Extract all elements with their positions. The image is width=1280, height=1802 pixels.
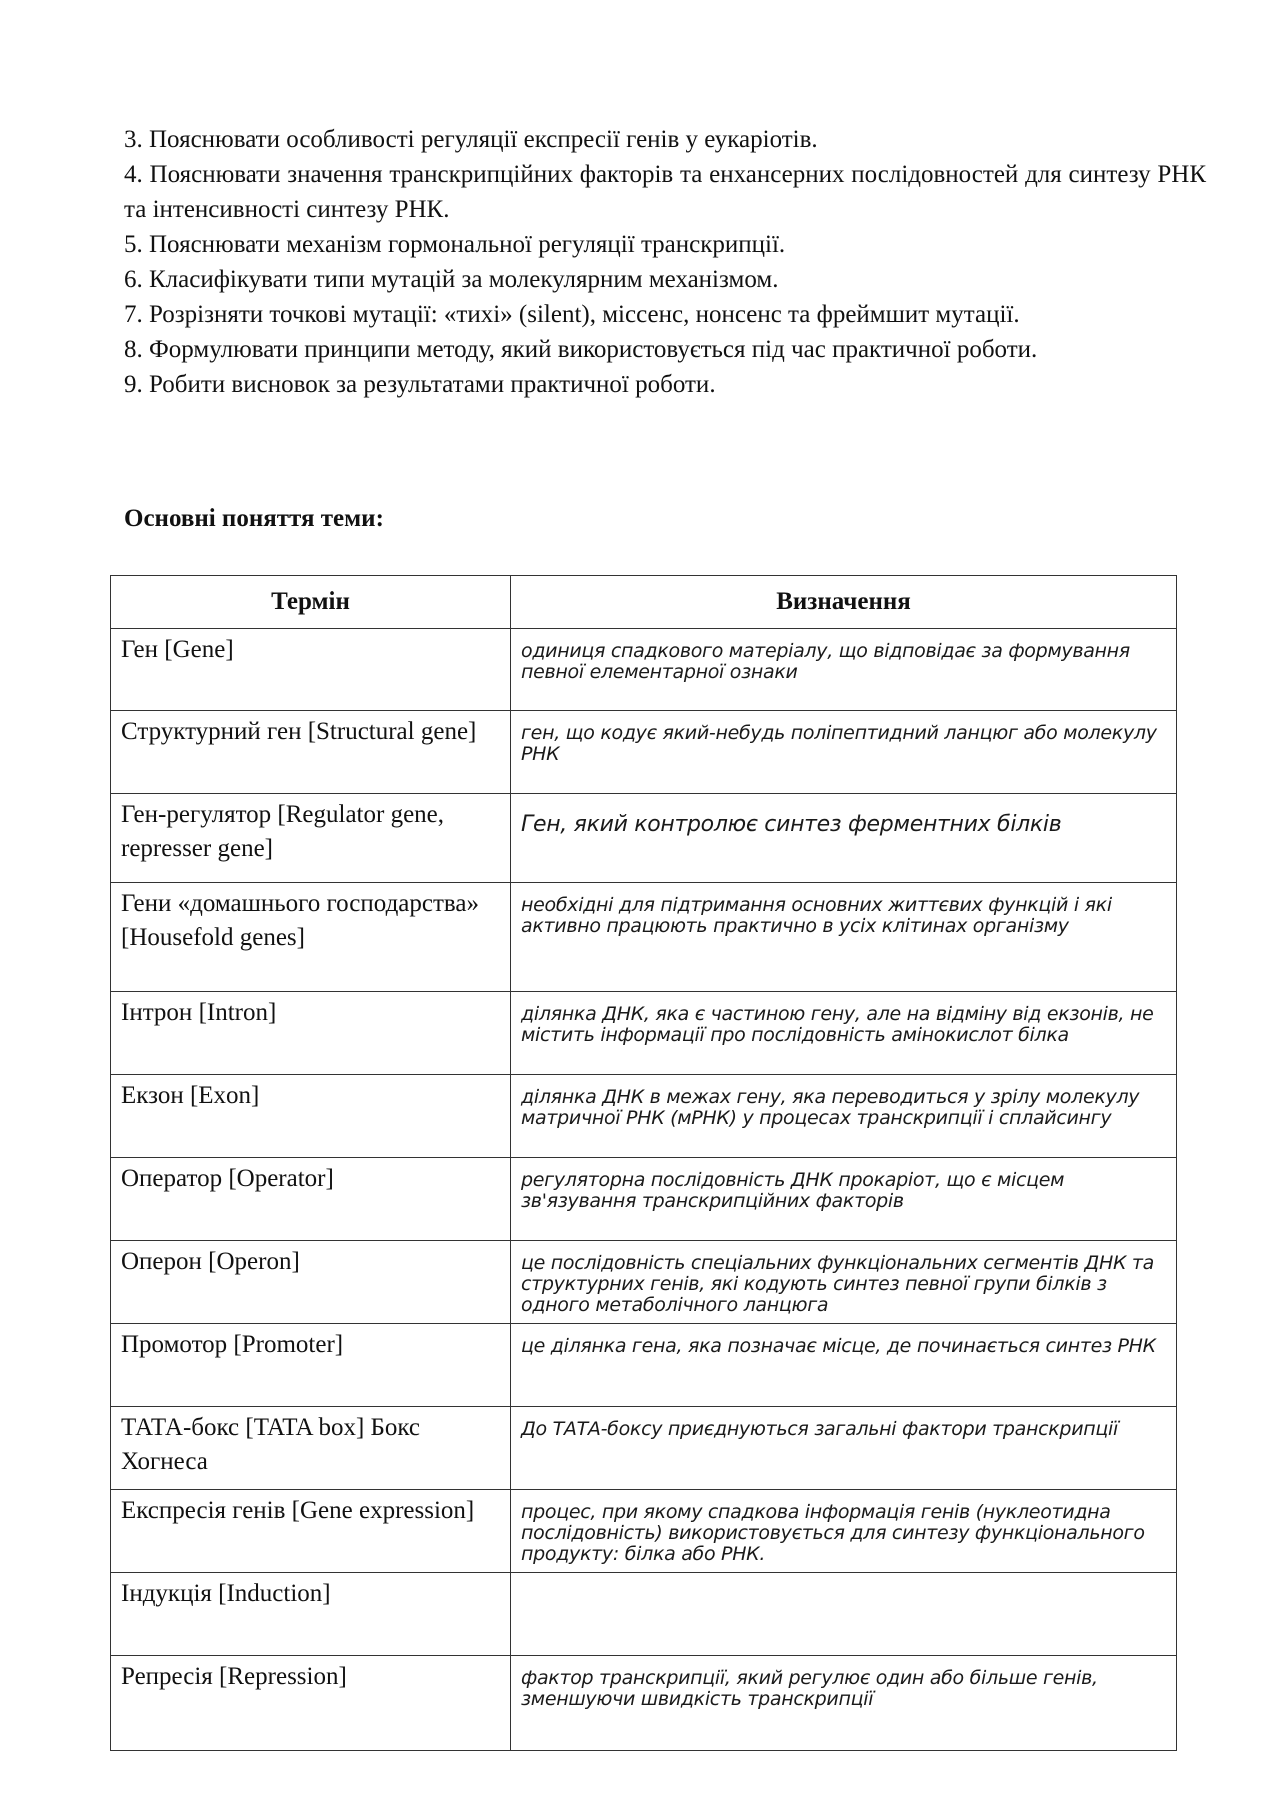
- objective-item: 5. Пояснювати механізм гормональної регуляції транскрипції.: [124, 231, 786, 258]
- header-term: Термін: [111, 576, 511, 629]
- term-cell: Промотор [Promoter]: [111, 1324, 511, 1407]
- term-cell: Оперон [Operon]: [111, 1241, 511, 1324]
- definition-cell: процес, при якому спадкова інформація генів (нуклеотидна послідовність) використовується для синтезу функціонального продукту: білка або РНК.: [511, 1490, 1177, 1573]
- table-row: [111, 794, 1177, 883]
- definition-cell: Ген, який контролює синтез ферментних білків: [511, 794, 1177, 883]
- term-cell: Індукція [Induction]: [111, 1573, 511, 1656]
- table-row: [111, 1241, 1177, 1324]
- section-title: Основні поняття теми:: [124, 505, 384, 532]
- objective-item: 8. Формулювати принципи методу, який використовується під час практичної роботи.: [124, 336, 1038, 363]
- term-cell: Репресія [Repression]: [111, 1656, 511, 1751]
- definition-cell: регуляторна послідовність ДНК прокаріот, що є місцем зв'язування транскрипційних факторів: [511, 1158, 1177, 1241]
- term-cell: Екзон [Exon]: [111, 1075, 511, 1158]
- objective-item: 4. Пояснювати значення транскрипційних факторів та енхансерних послідовностей для синтезу РНК та інтенсивності синтезу РНК.: [124, 161, 1206, 223]
- table-row: [111, 883, 1177, 992]
- table-row: [111, 1573, 1177, 1656]
- term-cell: ТАТА-бокс [TATA box] Бокс Хогнеса: [111, 1407, 511, 1490]
- objectives-list: [124, 122, 1206, 402]
- header-definition: Визначення: [511, 576, 1177, 629]
- definition-cell: До ТАТА-боксу приєднуються загальні фактори транскрипції: [511, 1407, 1177, 1490]
- definition-cell: одиниця спадкового матеріалу, що відповідає за формування певної елементарної ознаки: [511, 629, 1177, 711]
- table-row: [111, 1490, 1177, 1573]
- table-row: [111, 1324, 1177, 1407]
- definition-cell: необхідні для підтримання основних життєвих функцій і які активно працюють практично в усіх клітинах організму: [511, 883, 1177, 992]
- definition-cell: фактор транскрипції, який регулює один або більше генів, зменшуючи швидкість транскрипції: [511, 1656, 1177, 1751]
- table-row: [111, 1656, 1177, 1751]
- term-cell: Експресія генів [Gene expression]: [111, 1490, 511, 1573]
- term-cell: Структурний ген [Structural gene]: [111, 711, 511, 794]
- definition-cell: це ділянка гена, яка позначає місце, де починається синтез РНК: [511, 1324, 1177, 1407]
- objective-item: 6. Класифікувати типи мутацій за молекулярним механізмом.: [124, 266, 779, 293]
- definition-cell: ген, що кодує який-небудь поліпептидний ланцюг або молекулу РНК: [511, 711, 1177, 794]
- table-row: [111, 992, 1177, 1075]
- definition-cell: ділянка ДНК в межах гену, яка переводиться у зрілу молекулу матричної РНК (мРНК) у процесах транскрипції і сплайсингу: [511, 1075, 1177, 1158]
- term-cell: Інтрон [Intron]: [111, 992, 511, 1075]
- term-cell: Ген-регулятор [Regulator gene, represser gene]: [111, 794, 511, 883]
- objective-item: 3. Пояснювати особливості регуляції експресії генів у еукаріотів.: [124, 126, 818, 153]
- table-row: [111, 1407, 1177, 1490]
- table-row: [111, 1158, 1177, 1241]
- objective-item: 9. Робити висновок за результатами практичної роботи.: [124, 371, 716, 398]
- term-cell: Оператор [Operator]: [111, 1158, 511, 1241]
- table-row: [111, 1075, 1177, 1158]
- table-row: [111, 629, 1177, 711]
- definition-cell: це послідовність спеціальних функціональних сегментів ДНК та структурних генів, які кодують синтез певної групи білків з одного метаболічного ланцюга: [511, 1241, 1177, 1324]
- objective-item: 7. Розрізняти точкові мутації: «тихі» (silent), міссенс, нонсенс та фреймшит мутації.: [124, 301, 1020, 328]
- table-header-row: [111, 576, 1177, 629]
- definition-cell: [511, 1573, 1177, 1656]
- definition-cell: ділянка ДНК, яка є частиною гену, але на відміну від екзонів, не містить інформації про послідовність амінокислот білка: [511, 992, 1177, 1075]
- table-row: [111, 711, 1177, 794]
- term-cell: Гени «домашнього господарства» [Housefold genes]: [111, 883, 511, 992]
- term-cell: Ген [Gene]: [111, 629, 511, 711]
- terms-table: [110, 575, 1177, 1751]
